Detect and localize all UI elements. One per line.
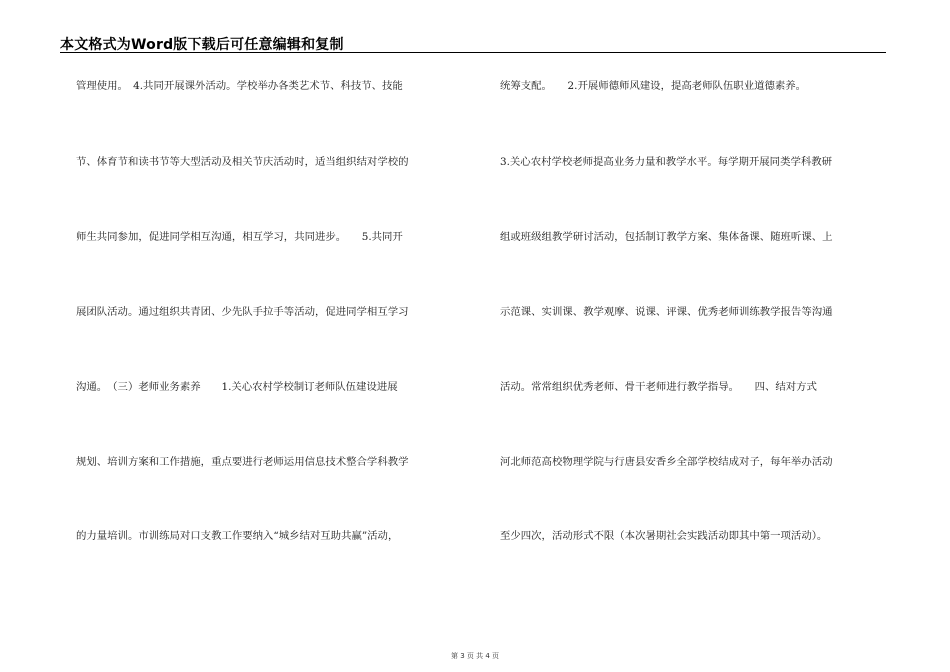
left-line-4: 展团队活动。通过组织共青团、少先队手拉手等活动，促进同学相互学习 xyxy=(76,306,409,318)
right-line-6: 河北师范高校物理学院与行唐县安香乡全部学校结成对子，每年举办活动 xyxy=(500,456,833,468)
right-line-3: 组或班级组教学研讨活动，包括制订教学方案、集体备课、随班听课、上 xyxy=(500,231,833,243)
left-line-7: 的力量培训。市训练局对口支教工作要纳入“城乡结对互助共赢”活动， xyxy=(76,530,399,542)
right-line-2: 3.关心农村学校老师提高业务力量和教学水平。每学期开展同类学科教研 xyxy=(500,156,833,168)
left-line-1: 管理使用。 4.共同开展课外活动。学校举办各类艺术节、科技节、技能 xyxy=(76,80,403,92)
right-line-4: 示范课、实训课、教学观摩、说课、评课、优秀老师训练教学报告等沟通 xyxy=(500,306,833,318)
header-divider xyxy=(60,52,886,53)
right-line-5: 活动。常常组织优秀老师、骨干老师进行教学指导。 四、结对方式 xyxy=(500,381,817,393)
left-line-5: 沟通。 （三）老师业务素养 1.关心农村学校制订老师队伍建设进展 xyxy=(76,381,398,393)
left-line-6: 规划、培训方案和工作措施，重点要进行老师运用信息技术整合学科教学 xyxy=(76,456,409,468)
right-line-1: 统筹支配。 2.开展师德师风建设，提高老师队伍职业道德素养。 xyxy=(500,80,807,92)
left-line-3: 师生共同参加，促进同学相互沟通，相互学习，共同进步。 5.共同开 xyxy=(76,231,403,243)
page-number: 第 3 页 共 4 页 xyxy=(450,652,500,660)
left-line-2: 节、体育节和读书节等大型活动及相关节庆活动时，适当组织结对学校的 xyxy=(76,156,409,168)
header-title: 本文格式为Word版下载后可任意编辑和复制 xyxy=(60,37,344,53)
right-line-7: 至少四次，活动形式不限（本次暑期社会实践活动即其中第一项活动）。 xyxy=(500,530,828,542)
